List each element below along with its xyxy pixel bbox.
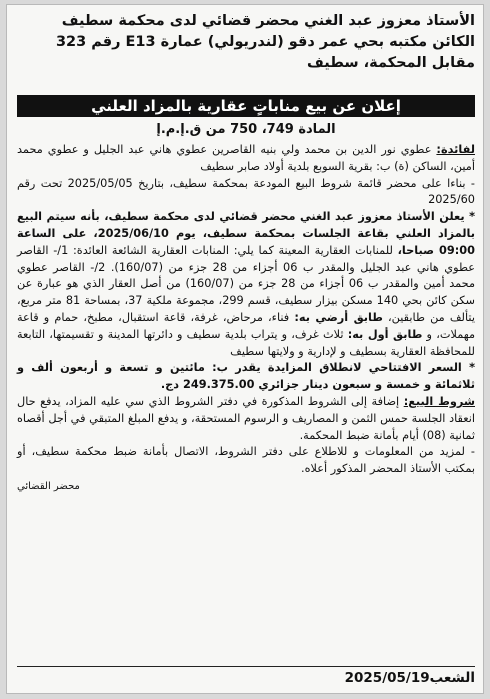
legal-notice-page <box>6 4 484 694</box>
sale-conditions-paragraph <box>17 394 475 444</box>
beneficiary-text: عطوي نور الدين بن محمد ولي بنيه القاصرين عطوي هاني عبد الجليل و عطوي محمد أمين، الساكن (ة) ب: بقرية السوبع بلدية أولاد صابر سطيف <box>17 143 475 173</box>
more-info-paragraph: - لمزيد من المعلومات و للاطلاع على دفتر الشروط، الاتصال بأمانة ضبط محكمة سطيف، أو بمكتب الأستاذ المحضر المذكور أعلاه. <box>17 445 475 476</box>
ground-floor-description: فناء، مرحاض، غرفة، قاعة استقبال، مطبخ، حمام و قاعة مهملات، و <box>17 310 475 341</box>
specifications-paragraph: - بناءا على محضر قائمة شروط البيع المودعة بمحكمة سطيف، بتاريخ 2025/05/05 تحت رقم 2025/60 <box>17 176 475 207</box>
auction-announcement-bold: * يعلن الأستاذ معزوز عبد الغني محضر قضائي لدى محكمة سطيف، بأنه سيتم البيع بالمزاد العلني بقاعة الجلسات بمحكمة سطيف، يوم 2025/06/10، على الساعة 09:00 صباحا، <box>17 210 476 257</box>
publication-footer <box>17 666 475 689</box>
ground-floor-label: طابق أرضي به: <box>294 310 383 324</box>
first-floor-description: ثلاث غرف، و يتراب بلدية سطيف و دائرتها المدينة و تقسيمتها، التابعة للمحافظة العقارية بسطيف و لإدارية و ولايتها سطيف <box>17 327 475 358</box>
header-line-1: الأستاذ معزوز عبد الغني محضر قضائي لدى محكمة سطيف <box>61 13 475 29</box>
beneficiary-label: لفائدة: <box>436 143 475 156</box>
sale-conditions-text: إضافة إلى الشروط المذكورة في دفتر الشروط الذي سي عليه المزاد، يدفع حال انعقاد الجلسة حمس الثمن و المصاريف و الرسوم المستحقة، و يدفع المبلغ المتبقي في أجل أقصاه ثمانية (08) أيام بأمانة ضبط المحكمة. <box>17 394 475 442</box>
auction-announcement-paragraph <box>17 209 475 360</box>
notice-body <box>17 142 475 496</box>
publication-date: 2025/05/19 <box>344 670 430 686</box>
header-line-3: مقابل المحكمة، سطيف <box>307 55 475 71</box>
opening-price-paragraph: * السعر الافتتاحي لانطلاق المزايدة يقدر ب: مائتين و تسعة و أربعون ألف و ثلاثمائة و خمسة و سبعون دينار جزائري 249.375.00 دج. <box>17 361 475 392</box>
sale-conditions-label: شروط البيع: <box>403 394 475 408</box>
property-description: للمنابات العقارية المعينة كما يلي: المنابات العقارية الشائعة العائدة: 1/- القاصر عطوي هاني عبد الجليل والمقدر ب 06 أجزاء من 28 جزء من (160/07). 2/- القاصر عطوي محمد أمين والمقدر ب 06 أجزاء من 28 جزء من (160/07) من أصل العقار الذي هو عبارة عن سكن كائن بحي 140 مسكن بيزار سطيف، قسم 299، مجموعة ملكية 37، بمساحة 81 متر مربع، يتألف من طابقين، <box>17 243 476 324</box>
signature: محضر القضائي <box>17 480 80 492</box>
legal-article-reference: المادة 749، 750 من ق.إ.م.إ <box>156 122 336 137</box>
bailiff-header <box>21 11 475 74</box>
first-floor-label: طابق أول به: <box>347 327 423 341</box>
header-line-2: الكائن مكتبه بحي عمر دقو (لندريولي) عمارة E13 رقم 323 <box>55 34 475 50</box>
notice-title-banner: إعلان عن بيع مناباتٍ عقارية بالمزاد العلني <box>17 95 475 117</box>
signature-row <box>17 479 475 496</box>
newspaper-name: الشعب <box>429 670 475 686</box>
beneficiary-paragraph <box>17 142 475 176</box>
